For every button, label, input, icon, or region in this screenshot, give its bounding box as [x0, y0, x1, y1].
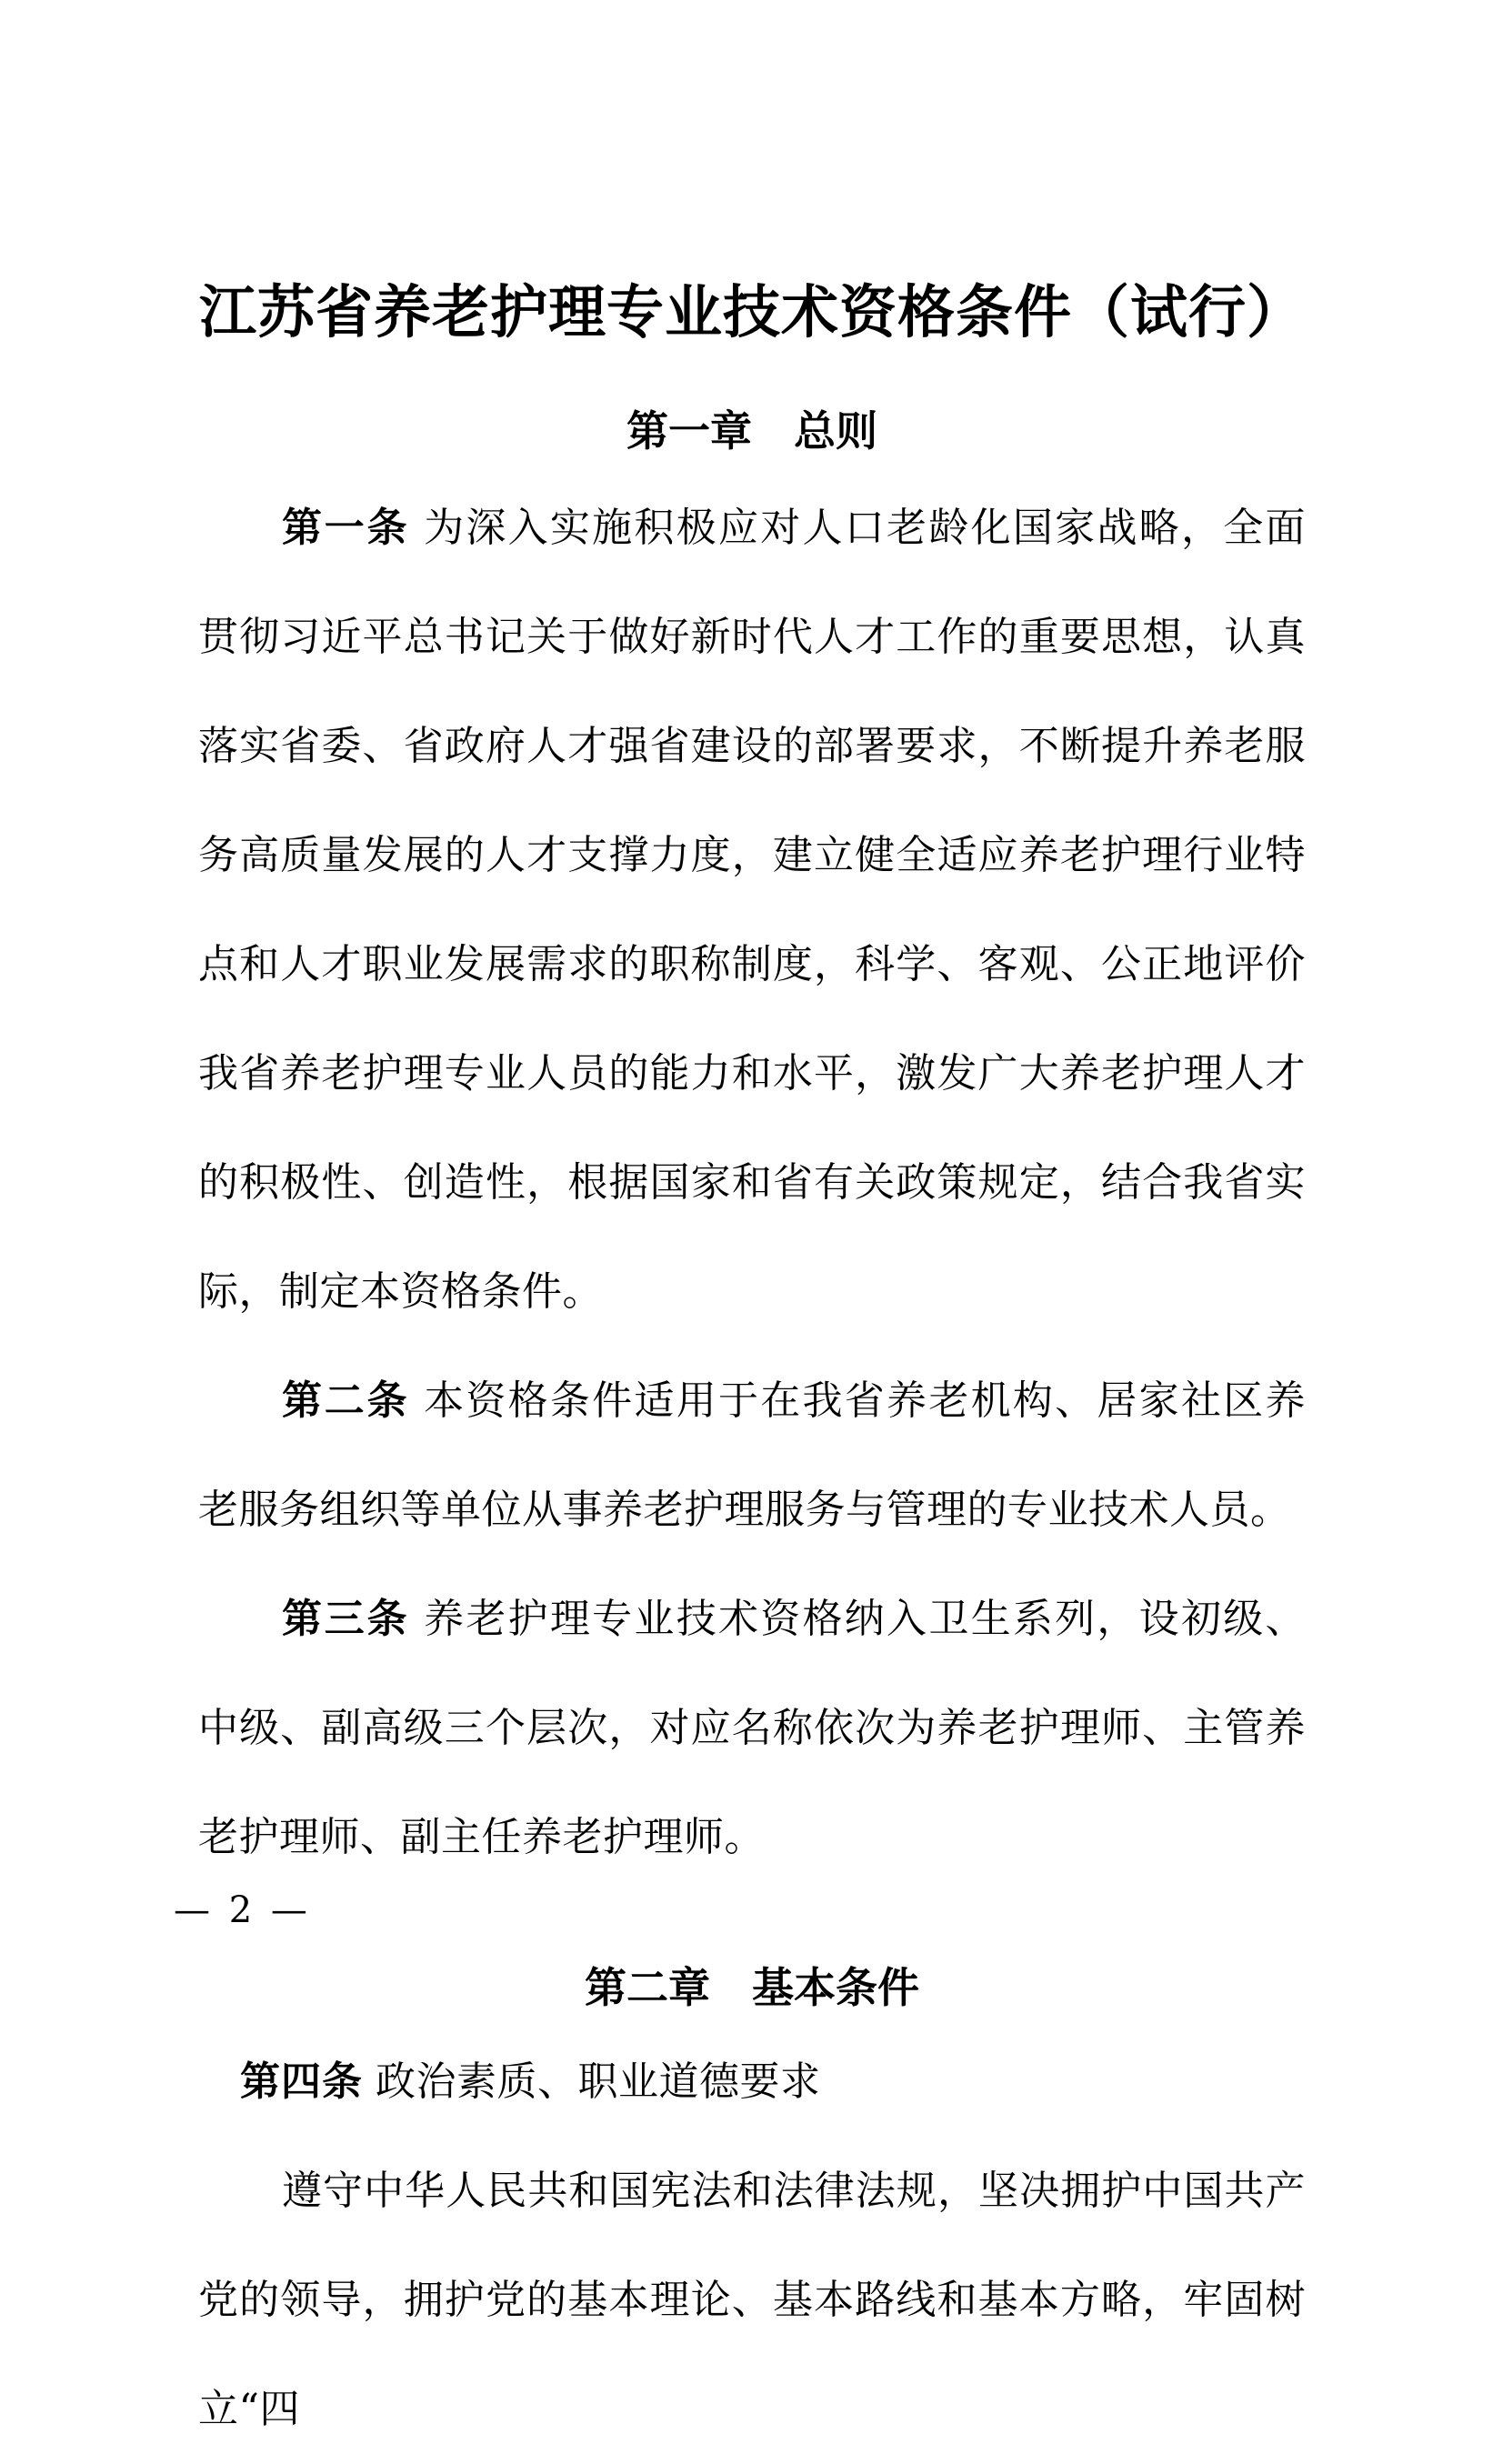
article-text-4: 政治素质、职业道德要求 — [376, 2058, 821, 2106]
article-paragraph-1 — [198, 474, 1306, 1347]
article-4-body-paragraph: 遵守中华人民共和国宪法和法律法规，坚决拥护中国共产党的领导，拥护党的基本理论、基本路线和基本方略，牢固树立“四 — [198, 2168, 1306, 2433]
article-spacer — [409, 1596, 424, 1642]
chapter-heading-1: 第一章 总则 — [626, 406, 877, 456]
document-content — [198, 269, 1306, 2464]
page-footer — [0, 1889, 1503, 1931]
article-text-3: 养老护理专业技术资格纳入卫生系列，设初级、中级、副高级三个层次，对应名称依次为养老护理师、主管养老护理师、副主任养老护理师。 — [198, 1595, 1306, 1860]
article-spacer — [363, 2058, 376, 2105]
article-label-1: 第一条 — [282, 504, 410, 551]
page-number: — 2 — — [174, 1889, 311, 1931]
article-spacer — [409, 505, 424, 551]
article-text-2: 本资格条件适用于在我省养老机构、居家社区养老服务组织等单位从事养老护理服务与管理的专业技术人员。 — [198, 1377, 1306, 1533]
article-label-3: 第三条 — [282, 1595, 410, 1642]
page-title: 江苏省养老护理专业技术资格条件（试行） — [199, 278, 1305, 346]
article-label-4: 第四条 — [240, 2058, 363, 2106]
article-paragraph-4 — [198, 2028, 1306, 2137]
article-label-2: 第二条 — [282, 1377, 410, 1424]
article-text-1: 为深入实施积极应对人口老龄化国家战略，全面贯彻习近平总书记关于做好新时代人才工作的重要思想，认真落实省委、省政府人才强省建设的部署要求，不断提升养老服务高质量发展的人才支撑力度，建立健全适应养老护理行业特点和人才职业发展需求的职称制度，科学、客观、公正地评价我省养老护理专业人员的能力和水平，激发广大养老护理人才的积极性、创造性，根据国家和省有关政策规定，结合我省实际，制定本资格条件。 — [198, 504, 1306, 1315]
article-paragraph-2 — [198, 1347, 1306, 1565]
article-spacer — [409, 1377, 424, 1424]
article-paragraph-3 — [198, 1565, 1306, 1892]
chapter-heading-2: 第二章 基本条件 — [585, 1962, 919, 2012]
